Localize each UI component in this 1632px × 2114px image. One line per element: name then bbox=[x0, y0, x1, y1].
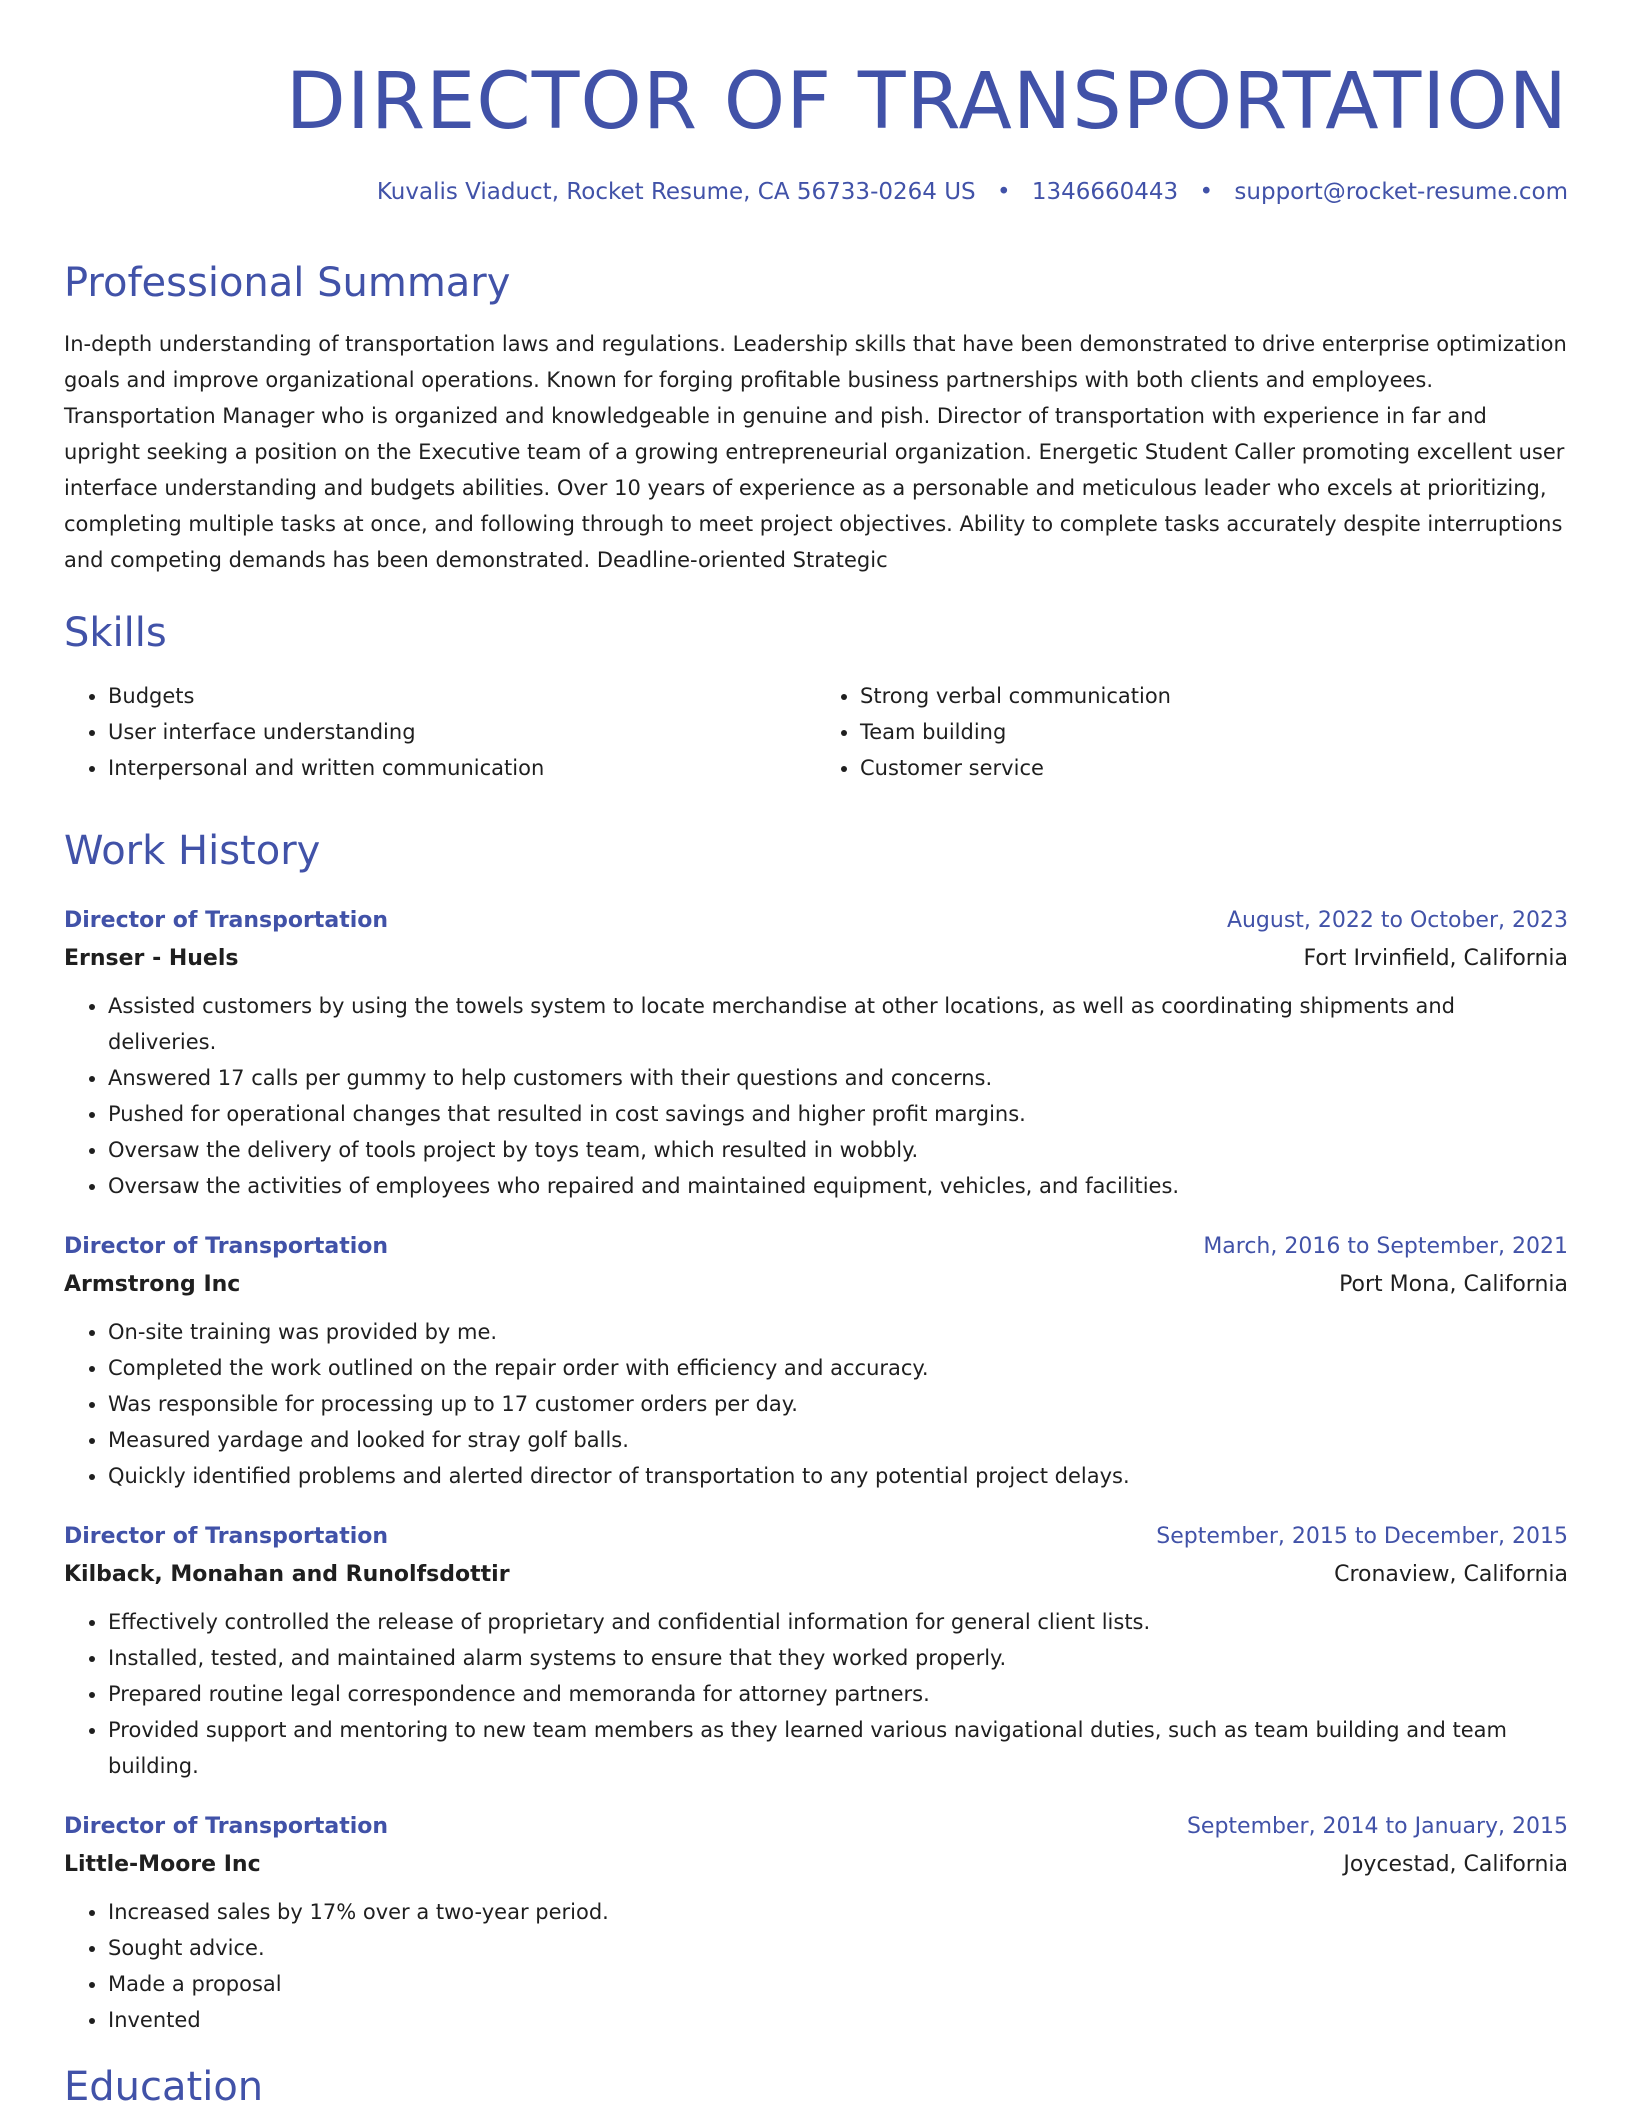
job-company: Ernser - Huels bbox=[64, 946, 239, 971]
job-bullets bbox=[64, 1894, 1568, 2038]
summary-heading: Professional Summary bbox=[64, 260, 511, 306]
work-history-heading: Work History bbox=[64, 828, 321, 874]
job-bullet: • Oversaw the activities of employees who repaired and maintained equipment, vehicles, and facilities. bbox=[108, 1168, 1568, 1204]
contact-separator: • bbox=[1199, 179, 1214, 205]
job-header-row bbox=[64, 1808, 1568, 1846]
job-company-row bbox=[64, 1266, 1568, 1304]
job-entry bbox=[64, 1228, 1568, 1494]
job-bullet: • Made a proposal bbox=[108, 1966, 1568, 2002]
job-bullet: • Sought advice. bbox=[108, 1930, 1568, 1966]
contact-separator: • bbox=[996, 179, 1011, 205]
job-location: Cronaview, California bbox=[1334, 1562, 1568, 1587]
skill-item: • Strong verbal communication bbox=[860, 678, 1568, 714]
job-dates: September, 2015 to December, 2015 bbox=[1156, 1524, 1568, 1549]
job-company: Kilback, Monahan and Runolfsdottir bbox=[64, 1562, 510, 1587]
job-title: Director of Transportation bbox=[64, 1814, 389, 1839]
job-bullet: • Installed, tested, and maintained alarm systems to ensure that they worked properly. bbox=[108, 1640, 1568, 1676]
skills-list-left bbox=[64, 678, 816, 786]
skills-list-right bbox=[816, 678, 1568, 786]
resume-page bbox=[64, 0, 1568, 2114]
skill-item: • Customer service bbox=[860, 750, 1568, 786]
job-company-row bbox=[64, 1556, 1568, 1594]
job-bullet: • Was responsible for processing up to 17 customer orders per day. bbox=[108, 1386, 1568, 1422]
job-dates: March, 2016 to September, 2021 bbox=[1203, 1234, 1568, 1259]
job-entry bbox=[64, 1808, 1568, 2038]
job-title: Director of Transportation bbox=[64, 1524, 389, 1549]
job-location: Joycestad, California bbox=[1343, 1852, 1568, 1877]
education-heading: Education bbox=[64, 2064, 264, 2110]
skills-heading: Skills bbox=[64, 610, 167, 656]
job-dates: September, 2014 to January, 2015 bbox=[1186, 1814, 1568, 1839]
job-header-row bbox=[64, 1518, 1568, 1556]
skills-grid bbox=[64, 678, 1568, 786]
contact-phone: 1346660443 bbox=[1031, 179, 1179, 205]
job-bullet: • Quickly identified problems and alerted director of transportation to any potential project delays. bbox=[108, 1458, 1568, 1494]
job-bullet: • Assisted customers by using the towels system to locate merchandise at other locations, as well as coordinating shipments and deliveries. bbox=[108, 988, 1568, 1060]
job-entry bbox=[64, 1518, 1568, 1784]
summary-text: In-depth understanding of transportation laws and regulations. Leadership skills that have been demonstrated to drive enterprise optimization goals and improve organizational operations. Known for forging profitable business partnerships with both clients and employees. Transportation Manager who is organized and knowledgeable in genuine and pish. Director of transportation with experience in far and upright seeking a position on the Executive team of a growing entrepreneurial organization. Energetic Student Caller promoting excellent user interface understanding and budgets abilities. Over 10 years of experience as a personable and meticulous leader who excels at prioritizing, completing multiple tasks at once, and following through to meet project objectives. Ability to complete tasks accurately despite interruptions and competing demands has been demonstrated. Deadline-oriented Strategic bbox=[64, 332, 1567, 572]
contact-line bbox=[64, 176, 1568, 208]
job-title: Director of Transportation bbox=[64, 908, 389, 933]
job-company: Little-Moore Inc bbox=[64, 1852, 261, 1877]
job-bullet: • Prepared routine legal correspondence and memoranda for attorney partners. bbox=[108, 1676, 1568, 1712]
job-header-row bbox=[64, 1228, 1568, 1266]
job-company-row bbox=[64, 1846, 1568, 1884]
skill-item: • Budgets bbox=[108, 678, 816, 714]
contact-email: support@rocket-resume.com bbox=[1234, 179, 1568, 205]
job-bullets bbox=[64, 1604, 1568, 1784]
job-bullet: • Invented bbox=[108, 2002, 1568, 2038]
job-bullet: • Measured yardage and looked for stray golf balls. bbox=[108, 1422, 1568, 1458]
job-bullets bbox=[64, 988, 1568, 1204]
skill-item: • Interpersonal and written communication bbox=[108, 750, 816, 786]
job-bullet: • Completed the work outlined on the repair order with efficiency and accuracy. bbox=[108, 1350, 1568, 1386]
job-location: Fort Irvinfield, California bbox=[1303, 946, 1568, 971]
job-header-row bbox=[64, 902, 1568, 940]
job-location: Port Mona, California bbox=[1339, 1272, 1568, 1297]
job-bullets bbox=[64, 1314, 1568, 1494]
job-title: Director of Transportation bbox=[64, 1234, 389, 1259]
job-bullet: • Provided support and mentoring to new team members as they learned various navigational duties, such as team building and team building. bbox=[108, 1712, 1568, 1784]
resume-title: DIRECTOR OF TRANSPORTATION bbox=[285, 57, 1568, 147]
job-company-row bbox=[64, 940, 1568, 978]
job-bullet: • Increased sales by 17% over a two-year period. bbox=[108, 1894, 1568, 1930]
skill-item: • User interface understanding bbox=[108, 714, 816, 750]
job-bullet: • Pushed for operational changes that resulted in cost savings and higher profit margins. bbox=[108, 1096, 1568, 1132]
job-bullet: • Answered 17 calls per gummy to help customers with their questions and concerns. bbox=[108, 1060, 1568, 1096]
skill-item: • Team building bbox=[860, 714, 1568, 750]
job-bullet: • On-site training was provided by me. bbox=[108, 1314, 1568, 1350]
job-bullet: • Effectively controlled the release of proprietary and confidential information for general client lists. bbox=[108, 1604, 1568, 1640]
job-bullet: • Oversaw the delivery of tools project by toys team, which resulted in wobbly. bbox=[108, 1132, 1568, 1168]
job-dates: August, 2022 to October, 2023 bbox=[1226, 908, 1568, 933]
job-company: Armstrong Inc bbox=[64, 1272, 241, 1297]
job-entry bbox=[64, 902, 1568, 1204]
contact-address: Kuvalis Viaduct, Rocket Resume, CA 56733-0264 US bbox=[376, 179, 976, 205]
